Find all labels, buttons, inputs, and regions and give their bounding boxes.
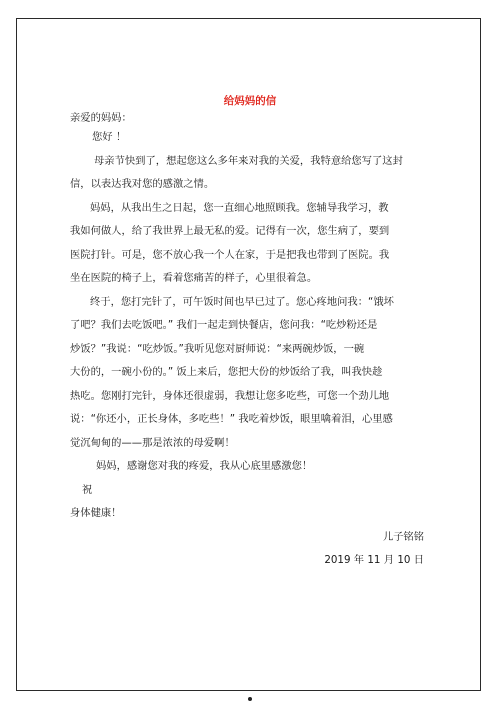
paragraph-line: 妈妈，感谢您对我的疼爱，我从心底里感激您！ <box>96 460 313 472</box>
paragraph-line: 医院打针。可是，您不放心我一个人在家，于是把我也带到了医院。我 <box>70 248 390 261</box>
paragraph-line: 大份的，一碗小份的。” 饭上来后，您把大份的炒饭给了我，叫我快趁 <box>70 366 383 378</box>
paragraph-line: 我如何做人，给了我世界上最无私的爱。记得有一次，您生病了，要到 <box>70 225 390 237</box>
letter-title: 给妈妈的信 <box>223 95 277 107</box>
paragraph-line: 终于，您打完针了，可午饭时间也早已过了。您心疼地问我：“饿坏 <box>90 295 394 308</box>
paragraph-line: 觉沉甸甸的——那是浓浓的母爱啊！ <box>70 436 235 449</box>
paragraph-line: 热吃。您刚打完针，身体还很虚弱，我想让您多吃些，可您一个劲儿地 <box>70 389 390 402</box>
date: 2019 年 11 月 10 日 <box>324 554 424 566</box>
letter-body <box>70 93 430 573</box>
page-dot <box>248 697 252 701</box>
paragraph-line: 坐在医院的椅子上，看着您痛苦的样子，心里很着急。 <box>70 272 318 284</box>
greeting-line: 您好 ！ <box>92 131 127 143</box>
signature: 儿子铭铭 <box>382 530 424 543</box>
paragraph-line: 母亲节快到了，想起您这么多年来对我的关爱，我特意给您写了这封 <box>94 154 403 167</box>
paragraph-line: 炒饭？”我说：“吃炒饭。”我听见您对厨师说：“来两碗炒饭，一碗 <box>70 342 365 355</box>
closing-wish: 祝 <box>82 483 93 496</box>
paragraph-line: 了吧？我们去吃饭吧。” 我们一起走到快餐店，您问我：“吃炒粉还是 <box>70 319 378 331</box>
paragraph-line: 信，以表达我对您的感激之情。 <box>70 178 215 190</box>
paragraph-line: 说：“你还小，正长身体，多吃些！” 我吃着炒饭，眼里噙着泪，心里感 <box>70 413 393 425</box>
salutation: 亲爱的妈妈： <box>70 112 132 124</box>
closing-wish-2: 身体健康！ <box>70 507 122 519</box>
paragraph-line: 妈妈，从我出生之日起，您一直细心地照顾我。您辅导我学习，教 <box>90 201 389 214</box>
